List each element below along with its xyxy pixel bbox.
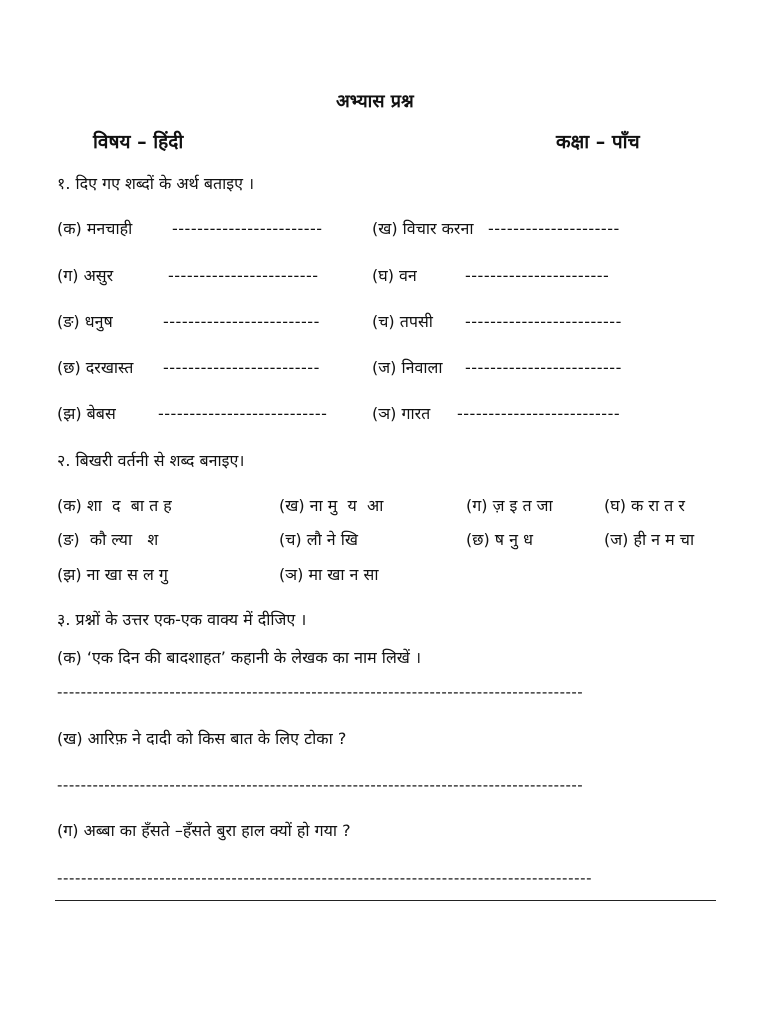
q1-item-label: (ञ) गारत: [372, 404, 431, 423]
q1-item-label: (च) तपसी: [372, 312, 433, 331]
q1-answer-line[interactable]: -------------------------: [163, 358, 320, 377]
q1-item-label: (छ) दरखास्त: [57, 358, 134, 377]
q3-answer-line[interactable]: -----------------------------------------------------------------------------------------: [57, 869, 593, 887]
q1-answer-line[interactable]: ------------------------: [168, 266, 319, 285]
q3-answer-line[interactable]: -----------------------------------------------------------------------------------------: [57, 776, 584, 794]
q2-item: (छ) ष नु ध: [466, 530, 533, 549]
q3-heading: ३. प्रश्नों के उत्तर एक-एक वाक्य में दीजिए ।: [57, 610, 307, 629]
q1-answer-line[interactable]: ---------------------------: [158, 404, 328, 423]
q1-answer-line[interactable]: ------------------------: [172, 219, 323, 238]
bottom-rule: [55, 900, 716, 901]
q2-heading: २. बिखरी वर्तनी से शब्द बनाइए।: [57, 451, 245, 470]
q2-item: (घ) क रा त र: [604, 496, 685, 515]
q1-answer-line[interactable]: -----------------------: [465, 266, 610, 285]
q3-question: (क) ‘एक दिन की बादशाहत’ कहानी के लेखक का नाम लिखें ।: [57, 648, 422, 667]
q2-item: (ग) ज़ इ त जा: [466, 496, 553, 515]
subject-label: विषय – हिंदी: [93, 131, 184, 153]
q3-answer-line[interactable]: -----------------------------------------------------------------------------------------: [57, 683, 584, 701]
q2-item: (झ) ना खा स ल गु: [57, 565, 168, 584]
q2-item: (ज) ही न म चा: [604, 530, 695, 549]
q1-answer-line[interactable]: -------------------------: [465, 358, 622, 377]
q1-answer-line[interactable]: -------------------------: [465, 312, 622, 331]
q3-question: (ग) अब्बा का हँसते –हँसते बुरा हाल क्यों हो गया ?: [57, 821, 351, 840]
q1-answer-line[interactable]: ---------------------: [488, 219, 620, 238]
q1-answer-line[interactable]: -------------------------: [163, 312, 320, 331]
q2-item: (क) शा द बा त ह: [57, 496, 172, 515]
page-title: अभ्यास प्रश्न: [336, 91, 414, 112]
q2-item: (ङ) कौ ल्या श: [57, 530, 159, 549]
class-label: कक्षा – पाँच: [556, 131, 640, 153]
q1-item-label: (ङ) धनुष: [57, 312, 113, 331]
q1-item-label: (झ) बेबस: [57, 404, 116, 423]
q3-question: (ख) आरिफ़ ने दादी को किस बात के लिए टोका ?: [57, 729, 347, 748]
q1-item-label: (ख) विचार करना: [372, 219, 474, 238]
q2-item: (ख) ना मु य आ: [279, 496, 384, 515]
q1-heading: १. दिए गए शब्दों के अर्थ बताइए ।: [57, 174, 255, 193]
q1-item-label: (क) मनचाही: [57, 219, 133, 238]
q1-item-label: (घ) वन: [372, 266, 417, 285]
q2-item: (च) लौ ने खि: [279, 530, 359, 549]
q2-item: (ञ) मा खा न सा: [279, 565, 379, 584]
q1-item-label: (ग) असुर: [57, 266, 114, 285]
q1-item-label: (ज) निवाला: [372, 358, 443, 377]
q1-answer-line[interactable]: --------------------------: [457, 404, 621, 423]
